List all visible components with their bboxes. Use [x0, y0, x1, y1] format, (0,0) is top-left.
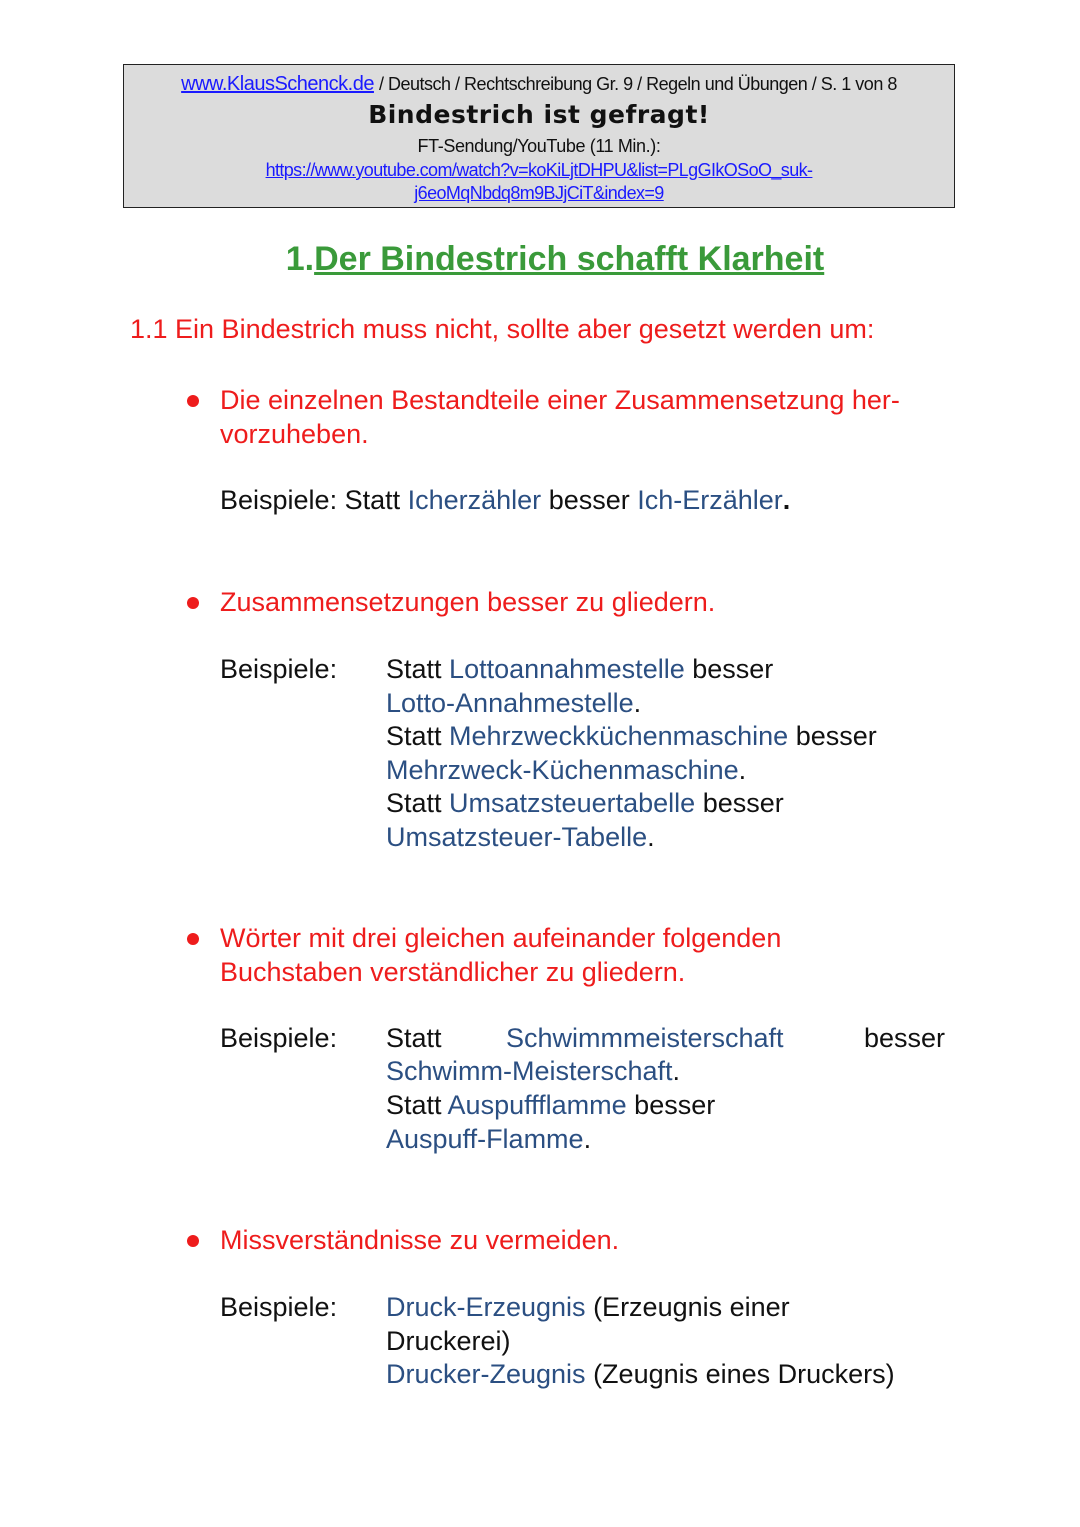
example-wrong: Schwimmmeisterschaft [506, 1023, 784, 1053]
example-wrong: Umsatzsteuertabelle [449, 788, 696, 818]
example-line [386, 686, 641, 720]
example-right: Lotto-Annahmestelle [386, 688, 634, 718]
besser-word: besser [692, 654, 774, 684]
header-line [124, 71, 954, 97]
dot: . [633, 688, 642, 718]
besser-word: besser [864, 1023, 946, 1053]
bullet-dot [187, 395, 199, 407]
bullet-text: Die einzelnen Bestandteile einer Zusammensetzung her- [220, 385, 900, 415]
example-right: Auspuff-Flamme [386, 1124, 584, 1154]
document-title: Bindestrich ist gefragt! [368, 100, 710, 129]
bullet-dot [187, 933, 199, 945]
bullet-text: Buchstaben verständlicher zu gliedern. [220, 957, 686, 987]
section-title: 1.1 Ein Bindestrich muss nicht, sollte aber gesetzt werden um: [130, 314, 875, 344]
bullet-text: vorzuheben. [220, 419, 369, 449]
header-box [123, 64, 955, 208]
page-heading [0, 240, 1080, 279]
dot: . [738, 755, 747, 785]
breadcrumb: / Deutsch / Rechtschreibung Gr. 9 / Regeln und Übungen / S. 1 von 8 [379, 74, 897, 94]
example-line [386, 652, 773, 686]
example-explanation: (Erzeugnis einer [585, 1292, 790, 1322]
video-link-line1[interactable]: https://www.youtube.com/watch?v=koKiLjtDHPU&list=PLgGIkOSoO_suk- [265, 160, 813, 180]
example-label: Beispiele: [220, 1292, 338, 1322]
example-right: Ich-Erzähler [637, 485, 783, 515]
besser-word: besser [634, 1090, 716, 1120]
bullet-text: Missverständnisse zu vermeiden. [220, 1225, 620, 1255]
example-line [386, 786, 784, 820]
heading-text: Der Bindestrich schafft Klarheit [314, 240, 825, 278]
bullet-text: Wörter mit drei gleichen aufeinander folgenden [220, 923, 782, 953]
video-link-line2[interactable]: j6eoMqNbdq8m9BJjCiT&index=9 [414, 183, 664, 203]
example-right: Schwimm-Meisterschaft [386, 1056, 673, 1086]
bullet-dot [187, 1235, 199, 1247]
example-label: Beispiele: [220, 654, 338, 684]
video-subtitle: FT-Sendung/YouTube (11 Min.): [417, 136, 661, 156]
statt-word: Statt [386, 1090, 442, 1120]
example-line [386, 820, 655, 854]
example-mid: besser [541, 485, 638, 515]
example-line [386, 1054, 680, 1088]
statt-word: Statt [386, 654, 442, 684]
dot: . [583, 1124, 592, 1154]
example-line [386, 1357, 895, 1391]
bullet-text: Zusammensetzungen besser zu gliedern. [220, 587, 716, 617]
example-line [386, 753, 746, 787]
dot: . [672, 1056, 681, 1086]
besser-word: besser [702, 788, 784, 818]
example-label: Beispiele: [220, 1023, 338, 1053]
example-line [386, 719, 877, 753]
example-wrong: Icherzähler [407, 485, 542, 515]
example-line [386, 1122, 591, 1156]
example-end: . [782, 485, 791, 515]
example-word: Druck-Erzeugnis [386, 1292, 586, 1322]
example-wrong: Auspuffflamme [447, 1090, 627, 1120]
site-link[interactable]: www.KlausSchenck.de [181, 73, 374, 95]
example-right: Mehrzweck-Küchenmaschine [386, 755, 739, 785]
example-explanation: (Zeugnis eines Druckers) [585, 1359, 895, 1389]
statt-word: Statt [386, 721, 442, 751]
example-explanation: Druckerei) [386, 1326, 511, 1356]
statt-word: Statt [386, 1023, 442, 1053]
example-right: Umsatzsteuer-Tabelle [386, 822, 648, 852]
example-prefix: Beispiele: Statt [220, 485, 408, 515]
example-line [386, 1290, 790, 1324]
example-word: Drucker-Zeugnis [386, 1359, 586, 1389]
bullet-dot [187, 597, 199, 609]
example-line [220, 483, 790, 517]
heading-number: 1. [285, 240, 315, 278]
dot: . [647, 822, 655, 852]
example-wrong: Mehrzweckküchenmaschine [449, 721, 789, 751]
example-line [386, 1088, 715, 1122]
statt-word: Statt [386, 788, 442, 818]
besser-word: besser [795, 721, 877, 751]
example-wrong: Lottoannahmestelle [449, 654, 685, 684]
